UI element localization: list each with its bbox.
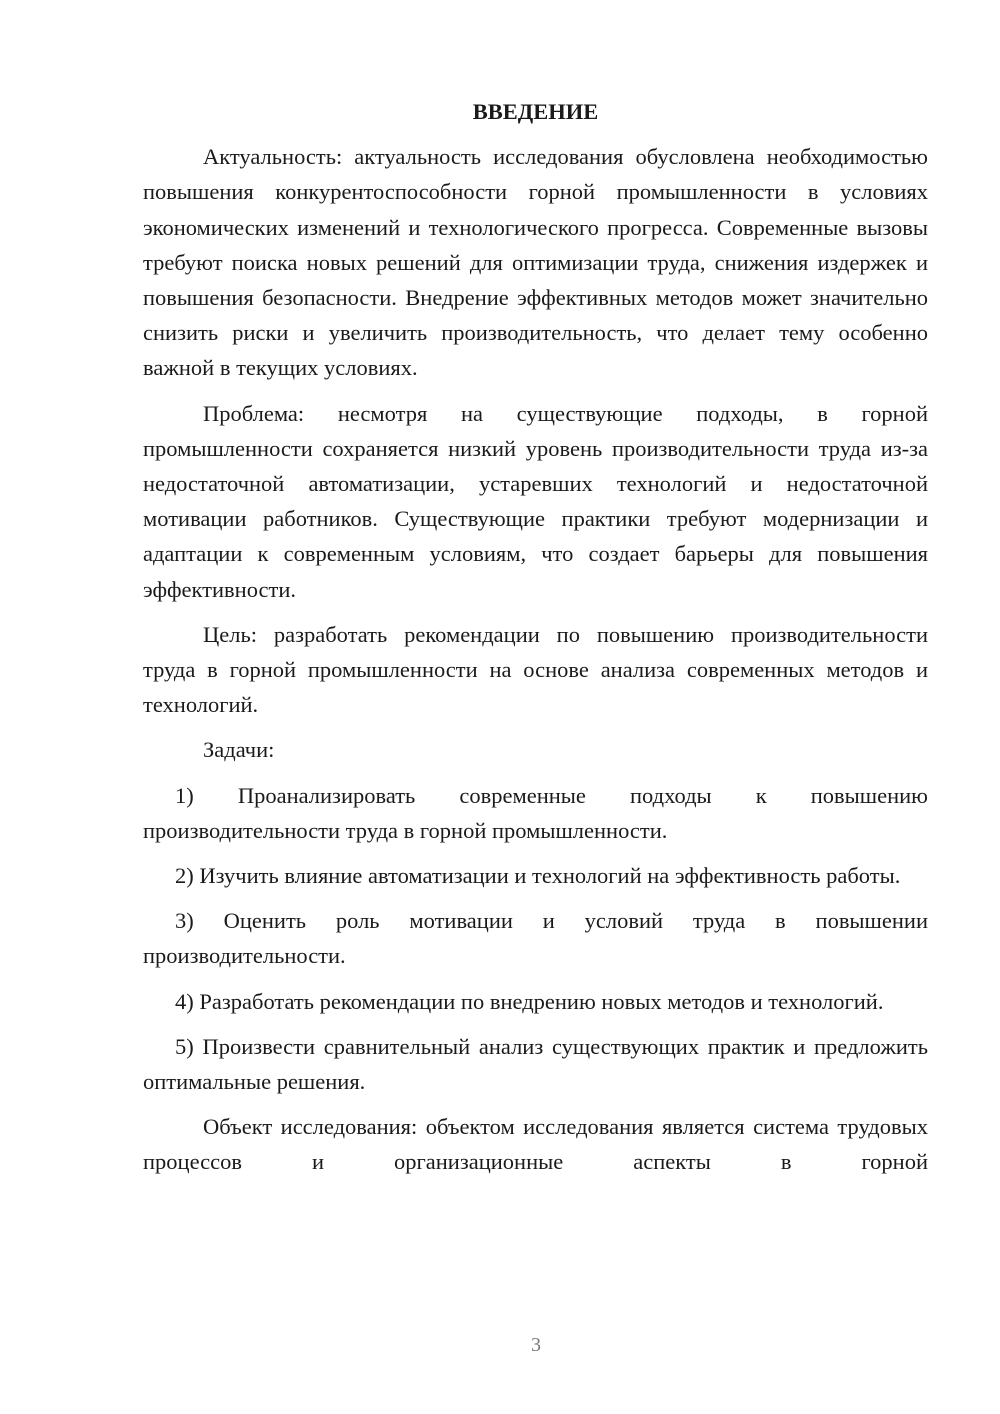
paragraph-relevance: Актуальность: актуальность исследования обусловлена необходимостью повышения конкурентоспособности горной промышленности в условиях экономических изменений и технологического прогресса. Современные вызовы требуют поиска новых решений для оптимизации труда, снижения издержек и повышения безопасности. Внедрение эффективных методов может значительно снизить риски и увеличить производительность, что делает тему особенно важной в текущих условиях.	[143, 144, 928, 381]
task-item-3: 3) Оценить роль мотивации и условий труда в повышении производительности.	[143, 908, 928, 969]
paragraph-problem: Проблема: несмотря на существующие подходы, в горной промышленности сохраняется низкий уровень производительности труда из-за недостаточной автоматизации, устаревших технологий и недостаточной мотивации работников. Существующие практики требуют модернизации и адаптации к современным условиям, что создает барьеры для повышения эффективности.	[143, 400, 928, 602]
task-item-2: 2) Изучить влияние автоматизации и технологий на эффективность работы.	[175, 863, 901, 889]
page-number: 3	[531, 1334, 541, 1356]
paragraph-goal: Цель: разработать рекомендации по повышению производительности труда в горной промышленности на основе анализа современных методов и технологий.	[143, 621, 928, 718]
task-item-1: 1) Проанализировать современные подходы к повышению производительности труда в горной промышленности.	[143, 782, 928, 843]
paragraph-object: Объект исследования: объектом исследования является система трудовых процессов и организационные аспекты в горной	[143, 1114, 928, 1175]
document-page	[143, 94, 928, 1190]
task-item-4: 4) Разработать рекомендации по внедрению новых методов и технологий.	[175, 988, 884, 1014]
tasks-label: Задачи:	[203, 737, 275, 763]
section-heading: ВВЕДЕНИЕ	[472, 99, 599, 124]
task-item-5: 5) Произвести сравнительный анализ существующих практик и предложить оптимальные решения.	[143, 1033, 928, 1095]
